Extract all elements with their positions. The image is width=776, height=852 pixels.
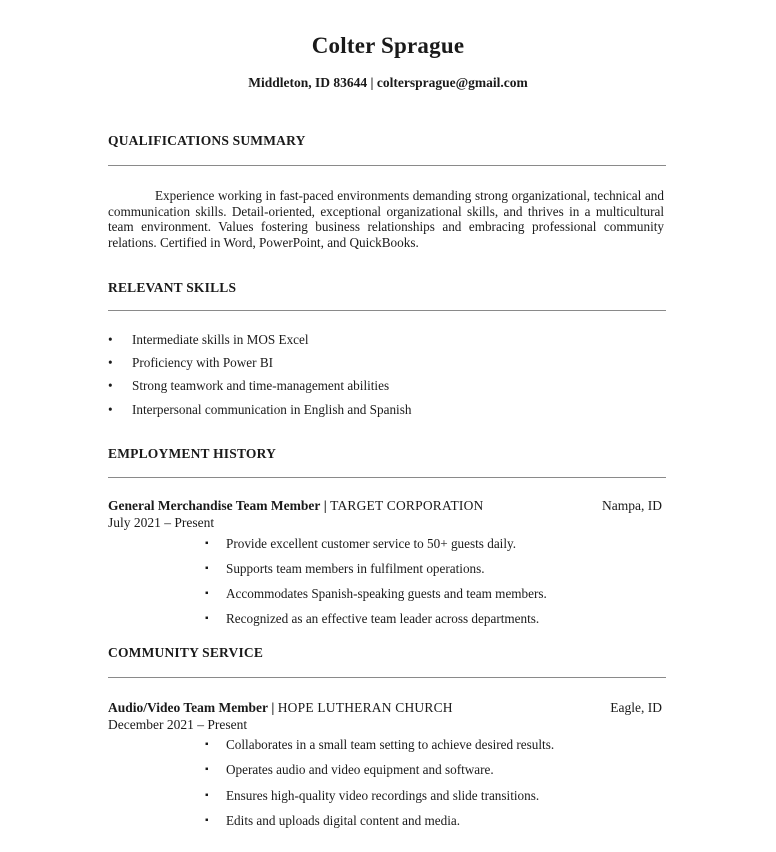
skill-text: Proficiency with Power BI xyxy=(132,355,274,370)
bullet-icon: ▪ xyxy=(205,764,209,775)
section-title-summary: QUALIFICATIONS SUMMARY xyxy=(108,133,306,148)
job-organization: HOPE LUTHERAN CHURCH xyxy=(277,700,453,715)
contact-line: Middleton, ID 83644 | coltersprague@gmail.com xyxy=(248,75,528,90)
duty-text: Ensures high-quality video recordings and slide transitions. xyxy=(226,788,540,803)
section-title-community: COMMUNITY SERVICE xyxy=(108,645,264,660)
summary-paragraph: Experience working in fast-paced environments demanding strong organizational, technical and communication skills. Detail-oriented, exceptional organizational skills, and thrives in a multicultural team environment. Values fostering business relationships and embracing professional community relations. Certified in Word, PowerPoint, and QuickBooks. xyxy=(108,188,664,250)
section-divider xyxy=(108,310,666,311)
section-divider xyxy=(108,165,666,166)
section-divider xyxy=(108,477,666,478)
duty-text: Supports team members in fulfilment operations. xyxy=(226,561,485,576)
duty-text: Accommodates Spanish-speaking guests and team members. xyxy=(226,586,547,601)
bullet-icon: ▪ xyxy=(205,613,209,624)
bullet-icon: ▪ xyxy=(205,815,209,826)
duty-text: Operates audio and video equipment and software. xyxy=(226,762,494,777)
job-dates: December 2021 – Present xyxy=(108,717,248,732)
section-title-skills: RELEVANT SKILLS xyxy=(108,280,237,295)
bullet-icon: ▪ xyxy=(205,739,209,750)
job-separator: | xyxy=(323,498,327,513)
job-heading xyxy=(108,700,453,716)
duty-text: Recognized as an effective team leader across departments. xyxy=(226,611,540,626)
skill-text: Strong teamwork and time-management abilities xyxy=(132,378,390,393)
section-title-employment: EMPLOYMENT HISTORY xyxy=(108,446,277,461)
bullet-icon: • xyxy=(108,378,113,393)
job-location: Eagle, ID xyxy=(610,700,662,715)
section-divider xyxy=(108,677,666,678)
bullet-icon: ▪ xyxy=(205,538,209,549)
job-organization: TARGET CORPORATION xyxy=(330,498,484,513)
bullet-icon: ▪ xyxy=(205,563,209,574)
job-dates: July 2021 – Present xyxy=(108,515,215,530)
skill-text: Intermediate skills in MOS Excel xyxy=(132,332,309,347)
job-role: General Merchandise Team Member xyxy=(108,498,321,513)
duty-text: Provide excellent customer service to 50+ guests daily. xyxy=(226,536,517,551)
bullet-icon: • xyxy=(108,402,113,417)
duty-text: Collaborates in a small team setting to achieve desired results. xyxy=(226,737,555,752)
bullet-icon: ▪ xyxy=(205,790,209,801)
job-separator: | xyxy=(271,700,275,715)
job-location: Nampa, ID xyxy=(602,498,662,513)
bullet-icon: • xyxy=(108,355,113,370)
bullet-icon: • xyxy=(108,332,113,347)
duty-text: Edits and uploads digital content and media. xyxy=(226,813,461,828)
job-role: Audio/Video Team Member xyxy=(108,700,268,715)
skill-text: Interpersonal communication in English and Spanish xyxy=(132,402,412,417)
resume-name: Colter Sprague xyxy=(311,33,465,58)
job-heading xyxy=(108,498,483,514)
bullet-icon: ▪ xyxy=(205,588,209,599)
